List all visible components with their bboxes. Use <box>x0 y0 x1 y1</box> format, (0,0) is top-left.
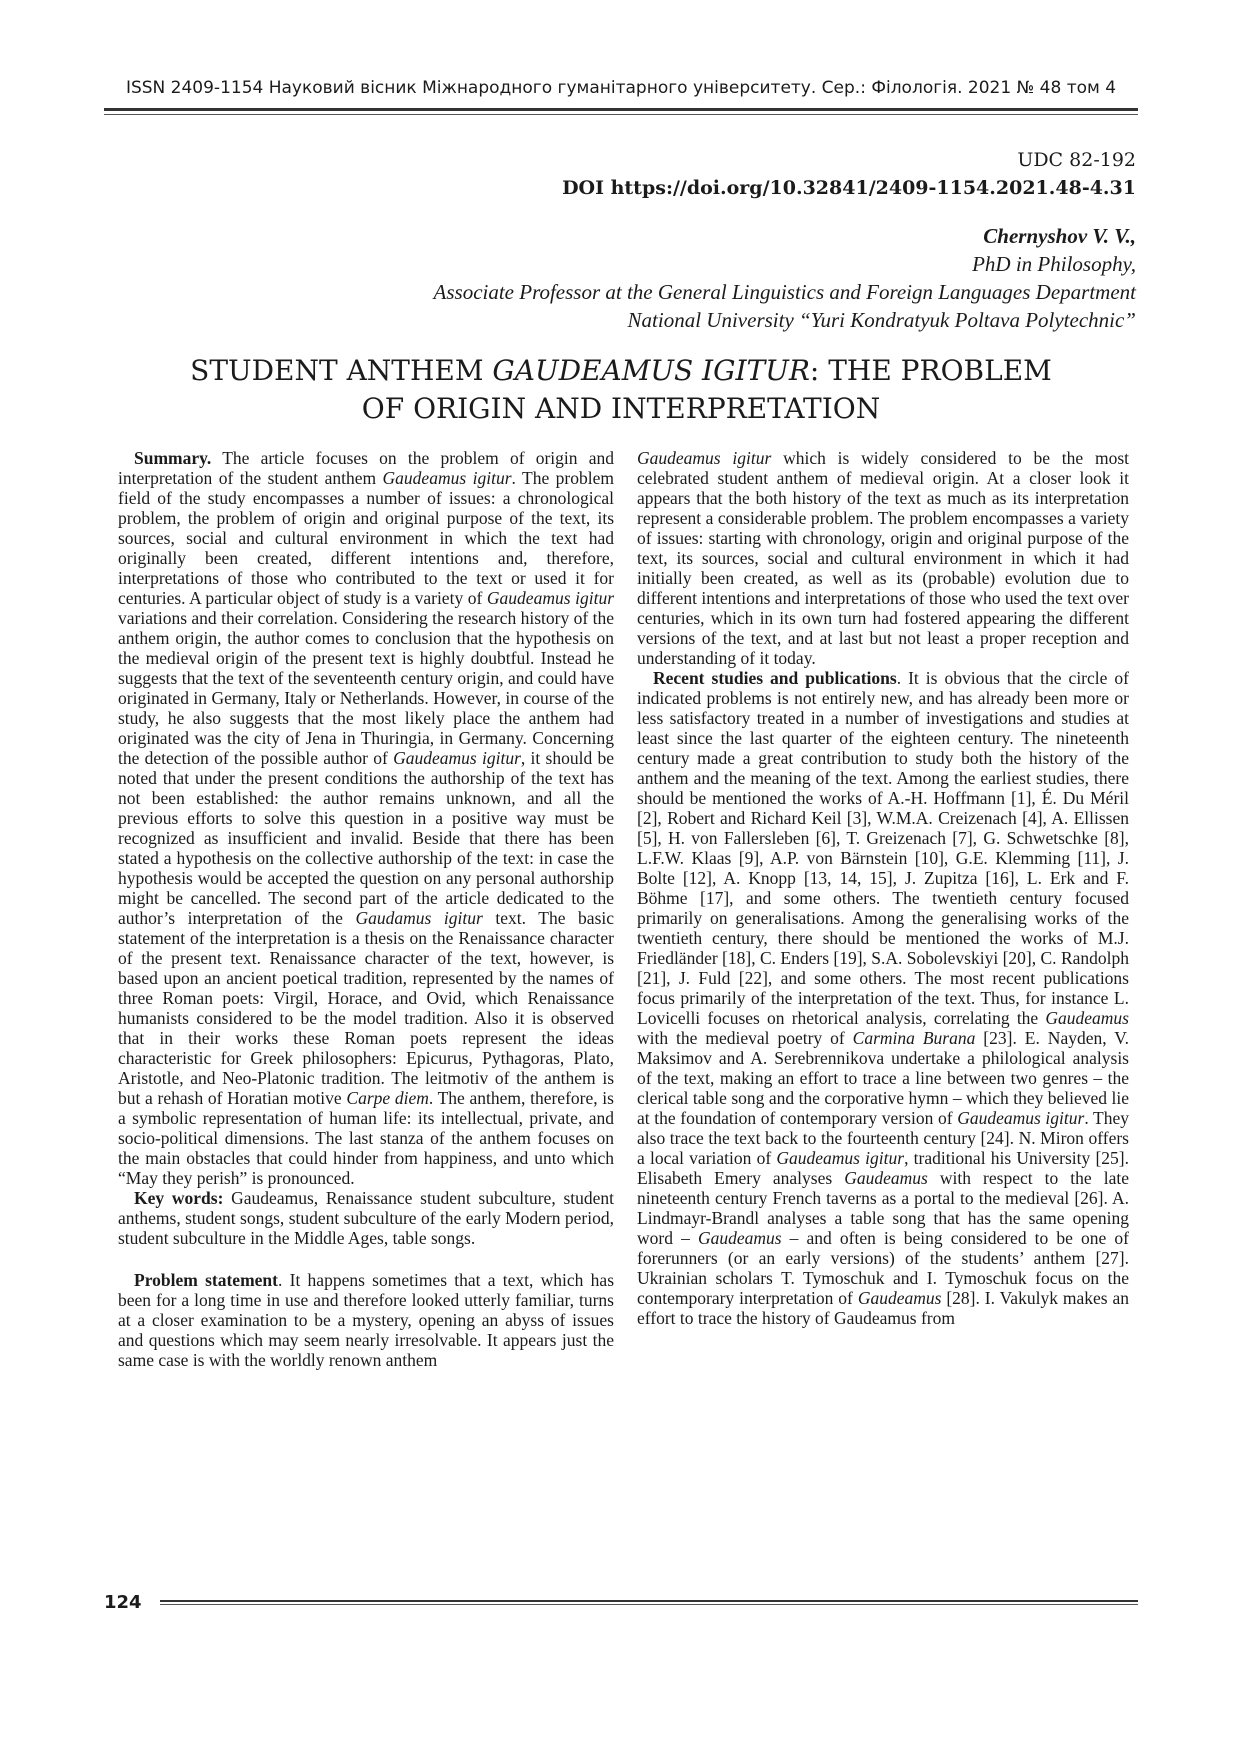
article-meta <box>562 146 1136 202</box>
summary-italic: Gaudeamus igitur <box>486 588 614 608</box>
author-affiliation: National University “Yuri Kondratyuk Poltava Polytechnic” <box>627 308 1136 332</box>
summary-italic: Gaudeamus igitur <box>382 468 512 488</box>
problem-statement-text: . It happens sometimes that a text, which has been for a long time in use and therefore looked utterly familiar, turns at a closer examination to be a mystery, opening an abyss of issues and questions which may seem nearly irresolvable. It appears just the same case is with the worldly renown anthem <box>118 1270 615 1370</box>
author-block <box>434 222 1136 334</box>
recent-studies-paragraph <box>637 668 1129 1328</box>
author-degree: PhD in Philosophy, <box>972 252 1136 276</box>
author-name: Chernyshov V. V., <box>983 224 1136 248</box>
summary-text: . The problem field of the study encompasses a number of issues: a chronological problem, the problem of origin and original purpose of the text, its sources, social and cultural environment in which the text had originally been created, different intentions and, therefore, interpretations of those who contributed to the text or used it for centuries. A particular object of study is a variety of <box>118 468 614 608</box>
summary-text: text. The basic statement of the interpretation is a thesis on the Renaissance character of the present text. Renaissance character of the text, however, is based upon an ancient poetical tradition, represented by the names of three Roman poets: Virgil, Horace, and Ovid, which Renaissance humanists considered to be the model tradition. Also it is observed that in their works these Roman poets represent the ideas characteristic for Greek philosophers: Epicurus, Pythagoras, Plato, Aristotle, and Neo-Platonic tradition. The leitmotiv of the anthem is but a rehash of Horatian motive <box>118 908 615 1108</box>
summary-italic: Carpe diem <box>346 1088 429 1108</box>
recent-text: [28]. I. Vakulyk makes an effort to trace the history of Gaudeamus from <box>637 1288 1130 1328</box>
recent-italic: Gaudeamus <box>844 1168 928 1188</box>
udc-code: UDC 82-192 <box>1017 149 1136 171</box>
continued-text: which is widely considered to be the most celebrated student anthem of medieval origin. At a closer look it appears that the both history of the text as much as its interpretation represent a considerable problem. The problem encompasses a variety of issues: starting with chronology, origin and original purpose of the text, its sources, social and cultural environment in which it had initially been created, as well as its (probable) evolution due to different intentions and interpretations of those who used the text over centuries, which in its own turn had fostered appearing the different versions of the text, and at last but not least a proper reception and understanding of it today. <box>637 448 1130 668</box>
page-number: 124 <box>104 1592 142 1613</box>
title-line-2: OF ORIGIN AND INTERPRETATION <box>361 392 881 425</box>
title-prefix: STUDENT ANTHEM <box>190 354 493 387</box>
summary-text: The article focuses on the problem of origin and interpretation of the student anthem <box>118 448 614 488</box>
recent-text: . It is obvious that the circle of indicated problems is not entirely new, and has already been more or less satisfactory treated in a number of investigations and studies at least since the last quarter of the eighteen century. The nineteenth century made a great contribution to study both the history of the anthem and the meaning of the text. Among the earliest studies, there should be mentioned the works of A.-H. Hoffmann [1], É. Du Méril [2], Robert and Richard Keil [3], W.M.A. Creizenach [4], A. Ellissen [5], H. von Fallersleben [6], T. Greizenach [7], G. Schwetschke [8], L.F.W. Klaas [9], A.P. von Bärnstein [10], G.E. Klemming [11], J. Bolte [12], A. Knopp [13, 14, 15], J. Zupitza [16], L. Erk and F. Böhme [17], and some others. The twentieth century focused primarily on generalisations. Among the generalising works of the twentieth century, there should be mentioned the works of M.J. Friedländer [18], C. Enders [19], S.A. Sobolevskiyi [20], C. Randolph [21], J. Fuld [22], and some others. The most recent publications focus primarily of the interpretation of the text. Thus, for instance L. Lovicelli focuses on rhetorical analysis, correlating the <box>637 668 1129 1028</box>
article-title <box>104 352 1138 428</box>
summary-paragraph <box>118 448 614 1188</box>
left-column <box>118 448 614 1370</box>
journal-header <box>104 78 1138 110</box>
section-gap <box>118 1248 614 1270</box>
summary-label: Summary. <box>134 448 212 468</box>
author-position: Associate Professor at the General Linguistics and Foreign Languages Department <box>433 280 1136 304</box>
continued-paragraph <box>637 448 1129 668</box>
keywords-label: Key words: <box>134 1188 224 1208</box>
recent-italic: Carmina Burana <box>852 1028 976 1048</box>
recent-text: , traditional his University [25]. Elisabeth Emery analyses <box>637 1148 1129 1188</box>
recent-text: with respect to the late nineteenth century French taverns as a portal to the medieval [26]. A. Lindmayr-Brandl analyses a table song that has the same opening word – <box>637 1168 1129 1248</box>
footer-rule <box>160 1600 1138 1602</box>
anthem-title-italic: Gaudeamus igitur <box>637 448 772 468</box>
title-suffix: : THE PROBLEM <box>809 354 1052 387</box>
problem-statement-paragraph <box>118 1270 614 1370</box>
header-rule <box>104 108 1138 111</box>
right-column <box>637 448 1129 1328</box>
recent-text: with the medieval poetry of <box>637 1028 853 1048</box>
journal-line: ISSN 2409-1154 Науковий вісник Міжнародного гуманітарного університету. Сер.: Філологія. 2021 № 48 том 4 <box>125 78 1117 98</box>
recent-italic: Gaudeamus igitur <box>776 1148 905 1168</box>
recent-italic: Gaudeamus <box>857 1288 942 1308</box>
summary-text: variations and their correlation. Considering the research history of the anthem origin, the author comes to conclusion that the hypothesis on the medieval origin of the present text is highly doubtful. Instead he suggests that the text of the seventeenth century origin, and could have originated in Germany, Italy or Netherlands. However, in course of the study, he also suggests that the most likely place the anthem had originated was the city of Jena in Thuringia, in Germany. Concerning the detection of the possible author of <box>118 608 614 768</box>
recent-text: [23]. E. Nayden, V. Maksimov and A. Serebrennikova undertake a philological analysis of the text, making an effort to trace a line between two genres – the clerical table song and the corporative hymn – which they believed lie at the foundation of contemporary version of <box>637 1028 1129 1128</box>
recent-italic: Gaudeamus igitur <box>957 1108 1085 1128</box>
doi-line: DOI https://doi.org/10.32841/2409-1154.2021.48-4.31 <box>562 177 1136 199</box>
summary-italic: Gaudeamus igitur <box>393 748 521 768</box>
summary-italic: Gaudamus igitur <box>355 908 483 928</box>
recent-italic: Gaudeamus <box>697 1228 782 1248</box>
header-rule-thin <box>104 114 1138 115</box>
title-line-1 <box>104 352 1138 390</box>
summary-text: , it should be noted that under the present conditions the authorship of the text has not been established: the author remains unknown, and all the previous efforts to solve this question in a positive way must be recognized as insufficient and invalid. Beside that there has been stated a hypothesis on the collective authorship of the text: in case the hypothesis would be accepted the question on any personal authorship might be cancelled. The second part of the article dedicated to the author’s interpretation of the <box>118 748 615 928</box>
keywords-paragraph <box>118 1188 614 1248</box>
recent-italic: Gaudeamus <box>1045 1008 1129 1028</box>
footer-rule-thin <box>160 1604 1138 1605</box>
keywords-text: Gaudeamus, Renaissance student subculture, student anthems, student songs, student subculture of the early Modern period, student subculture in the Middle Ages, table songs. <box>118 1188 614 1248</box>
recent-text: . They also trace the text back to the fourteenth century [24]. N. Miron offers a local variation of <box>637 1108 1130 1168</box>
problem-statement-label: Problem statement <box>134 1270 278 1290</box>
recent-studies-label: Recent studies and publications <box>653 668 897 688</box>
page-footer <box>104 1592 1138 1612</box>
summary-text: . The anthem, therefore, is a symbolic representation of human life: its intellectual, private, and socio-political dimensions. The last stanza of the anthem focuses on the main obstacles that could hinder from happiness, and unto which “May they perish” is pronounced. <box>118 1088 614 1188</box>
recent-text: – and often is being considered to be one of forerunners (or an early versions) of the students’ anthem [27]. Ukrainian scholars T. Tymoschuk and I. Tymoschuk focus on the contemporary interpretation of <box>637 1228 1129 1308</box>
title-italic: GAUDEAMUS IGITUR <box>492 354 810 387</box>
